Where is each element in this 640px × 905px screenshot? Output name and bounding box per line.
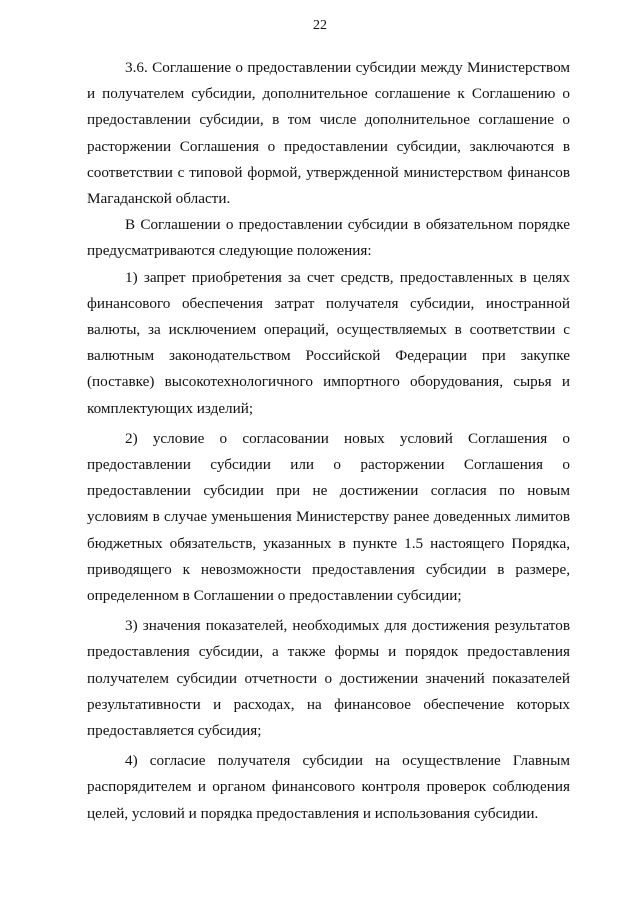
page-number: 22 <box>313 18 327 33</box>
list-item-3: 3) значения показателей, необходимых для достижения результатов предоставления субсидии, а также формы и порядок предоставления получателем субсидии отчетности о достижении значений показателей результативности и расходах, на финансовое обеспечение которых предоставляется субсидия; <box>87 617 570 740</box>
paragraph-3-6: 3.6. Соглашение о предоставлении субсидии между Министерством и получателем субсидии, дополнительное соглашение к Соглашению о предоставлении субсидии, в том числе дополнительное соглашение о расторжении Соглашения о предоставлении субсидии, заключаются в соответствии с типовой формой, утвержденной министерством финансов Магаданской области. <box>87 59 570 208</box>
document-body <box>87 55 570 827</box>
paragraph-agreement-provisions: В Соглашении о предоставлении субсидии в обязательном порядке предусматриваются следующие положения: <box>87 216 570 260</box>
list-item-2: 2) условие о согласовании новых условий Соглашения о предоставлении субсидии или о расторжении Соглашения о предоставлении субсидии при не достижении согласия по новым условиям в случае уменьшения Министерству ранее доведенных лимитов бюджетных обязательств, указанных в пункте 1.5 настоящего Порядка, приводящего к невозможности предоставления субсидии в размере, определенном в Соглашении о предоставлении субсидии; <box>87 429 570 605</box>
list-item-1: 1) запрет приобретения за счет средств, предоставленных в целях финансового обеспечения затрат получателя субсидии, иностранной валюты, за исключением операций, осуществляемых в соответствии с валютным законодательством Российской Федерации при закупке (поставке) высокотехнологичного импортного оборудования, сырья и комплектующих изделий; <box>87 268 570 417</box>
list-item-4: 4) согласие получателя субсидии на осуществление Главным распорядителем и органом финансового контроля проверок соблюдения целей, условий и порядка предоставления и использования субсидии. <box>87 752 570 822</box>
